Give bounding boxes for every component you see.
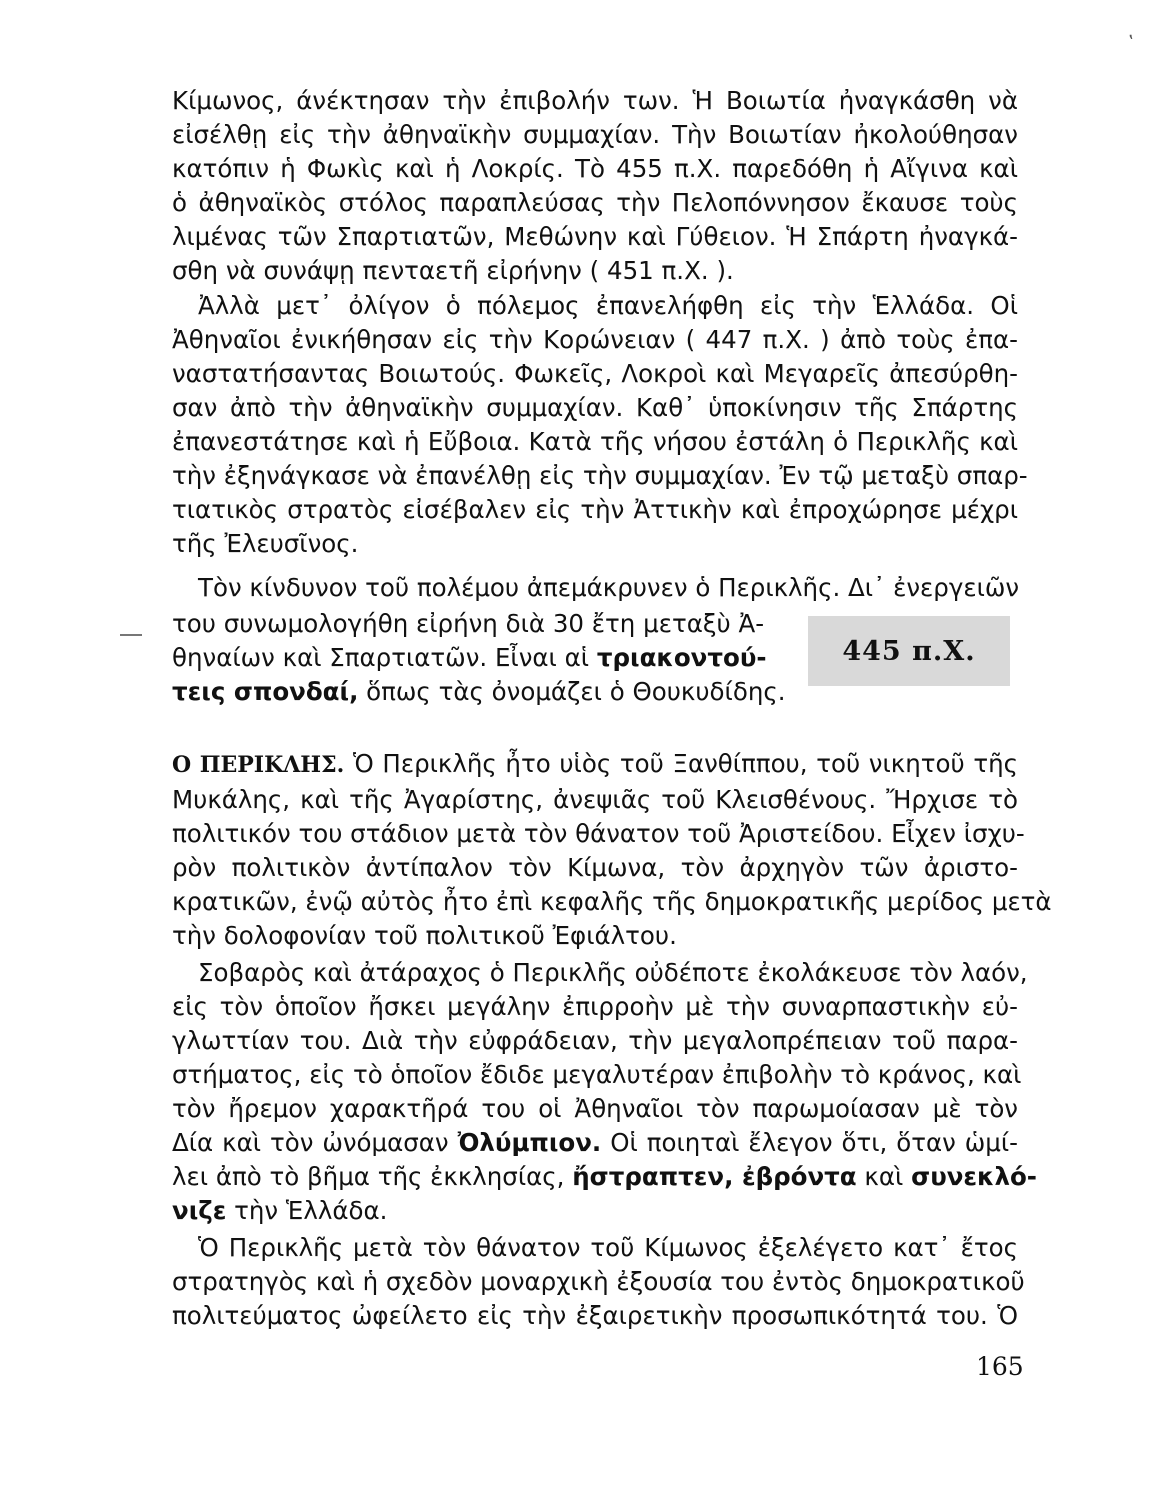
text-line: Σοβαρὸς καὶ ἀτάραχος ὁ Περικλῆς οὐδέποτε ἐκολάκευσε τὸν λαόν, xyxy=(198,958,1028,987)
text-line: γλωττίαν του. Διὰ τὴν εὐφράδειαν, τὴν μεγαλοπρέπειαν τοῦ παρα- xyxy=(172,1026,1018,1055)
margin-mark: ʽ xyxy=(1128,34,1134,55)
text-line: πολιτικόν του στάδιον μετὰ τὸν θάνατον τοῦ Ἀριστείδου. Εἶχεν ἰσχυ- xyxy=(172,819,1025,848)
text-line: τεις σπονδαί, ὅπως τὰς ὀνομάζει ὁ Θουκυδίδης. xyxy=(172,677,786,706)
date-label: 445 π.Χ. xyxy=(842,635,976,667)
text-line: τῆς Ἐλευσῖνος. xyxy=(172,529,359,558)
text-line: Τὸν κίνδυνον τοῦ πολέμου ἀπεμάκρυνεν ὁ Περικλῆς. Δι᾽ ἐνεργειῶν xyxy=(198,573,1020,602)
text-line: του συνωμολογήθη εἰρήνη διὰ 30 ἔτη μεταξὺ Ἀ- xyxy=(172,609,765,638)
text-line: νιζε τὴν Ἑλλάδα. xyxy=(172,1196,388,1225)
text-line: εἰσέλθῃ εἰς τὴν ἀθηναϊκὴν συμμαχίαν. Τὴν Βοιωτίαν ἠκολούθησαν xyxy=(172,120,1018,149)
text-line: ὁ ἀθηναϊκὸς στόλος παραπλεύσας τὴν Πελοπόννησον ἔκαυσε τοὺς xyxy=(172,188,1018,217)
text-line: Ἀθηναῖοι ἐνικήθησαν εἰς τὴν Κορώνειαν ( 447 π.Χ. ) ἀπὸ τοὺς ἐπα- xyxy=(172,325,1018,354)
page-number: 165 xyxy=(976,1352,1024,1381)
text-line: λει ἀπὸ τὸ βῆμα τῆς ἐκκλησίας, ἤστραπτεν, ἐβρόντα καὶ συνεκλό- xyxy=(172,1162,1037,1191)
text-line: τὴν ἐξηνάγκασε νὰ ἐπανέλθῃ εἰς τὴν συμμαχίαν. Ἐν τῷ μεταξὺ σπαρ- xyxy=(172,461,1028,490)
text-line: Κίμωνος, άνέκτησαν τὴν ἐπιβολήν των. Ἡ Βοιωτία ἠναγκάσθη νὰ xyxy=(172,86,1018,115)
text-line: τιατικὸς στρατὸς εἰσέβαλεν εἰς τὴν Ἀττικὴν καὶ ἐπροχώρησε μέχρι xyxy=(172,495,1018,524)
text-line: τὴν δολοφονίαν τοῦ πολιτικοῦ Ἐφιάλτου. xyxy=(172,921,677,950)
text-line: θηναίων καὶ Σπαρτιατῶν. Εἶναι αἱ τριακοντού- xyxy=(172,643,767,672)
text-line: πολιτεύματος ὠφείλετο εἰς τὴν ἐξαιρετικὴν προσωπικότητά του. Ὁ xyxy=(172,1301,1018,1330)
margin-tick xyxy=(120,634,142,636)
section-heading-line: Ο ΠΕΡΙΚΛΗΣ. Ὁ Περικλῆς ἦτο υἱὸς τοῦ Ξανθίππου, τοῦ νικητοῦ τῆς xyxy=(172,749,1018,778)
text-line: τὸν ἤρεμον χαρακτῆρά του οἱ Ἀθηναῖοι τὸν παρωμοίασαν μὲ τὸν xyxy=(172,1094,1018,1123)
text-line: εἰς τὸν ὁποῖον ἤσκει μεγάλην ἐπιρροὴν μὲ τὴν συναρπαστικὴν εὐ- xyxy=(172,992,1018,1021)
text-line: στήματος, εἰς τὸ ὁποῖον ἔδιδε μεγαλυτέραν ἐπιβολὴν τὸ κράνος, καὶ xyxy=(172,1060,1022,1089)
text-line: στρατηγὸς καὶ ἡ σχεδὸν μοναρχικὴ ἐξουσία του ἐντὸς δημοκρατικοῦ xyxy=(172,1267,1025,1296)
section-heading: Ο ΠΕΡΙΚΛΗΣ. xyxy=(172,752,345,778)
text-line: Ἀλλὰ μετ᾽ ὀλίγον ὁ πόλεμος ἐπανελήφθη εἰς τὴν Ἑλλάδα. Οἱ xyxy=(198,291,1018,320)
text-line: ρὸν πολιτικὸν ἀντίπαλον τὸν Κίμωνα, τὸν ἀρχηγὸν τῶν ἀριστο- xyxy=(172,853,1018,882)
text-line: Δία καὶ τὸν ὠνόμασαν Ὀλύμπιον. Οἱ ποιηταὶ ἔλεγον ὅτι, ὅταν ὡμί- xyxy=(172,1128,1018,1157)
text-line: Μυκάλης, καὶ τῆς Ἀγαρίστης, ἀνεψιᾶς τοῦ Κλεισθένους. Ἤρχισε τὸ xyxy=(172,785,1018,814)
text-line: σαν ἀπὸ τὴν ἀθηναϊκὴν συμμαχίαν. Καθ᾽ ὑποκίνησιν τῆς Σπάρτης xyxy=(172,393,1018,422)
text-line: σθη νὰ συνάψῃ πενταετῆ εἰρήνην ( 451 π.Χ. ). xyxy=(172,256,734,285)
text-line: κρατικῶν, ἐνῷ αὐτὸς ἦτο ἐπὶ κεφαλῆς τῆς δημοκρατικῆς μερίδος μετὰ xyxy=(172,887,1052,916)
text-line: κατόπιν ἡ Φωκὶς καὶ ἡ Λοκρίς. Τὸ 455 π.Χ. παρεδόθη ἡ Αἴγινα καὶ xyxy=(172,154,1018,183)
text-line: λιμένας τῶν Σπαρτιατῶν, Μεθώνην καὶ Γύθειον. Ἡ Σπάρτη ἠναγκά- xyxy=(172,222,1018,251)
date-box xyxy=(808,616,1010,686)
text-line: ναστατήσαντας Βοιωτούς. Φωκεῖς, Λοκροὶ καὶ Μεγαρεῖς ἀπεσύρθη- xyxy=(172,359,1018,388)
text-line: Ὁ Περικλῆς μετὰ τὸν θάνατον τοῦ Κίμωνος ἐξελέγετο κατ᾽ ἔτος xyxy=(198,1233,1018,1262)
text-line: ἐπανεστάτησε καὶ ἡ Εὔβοια. Κατὰ τῆς νήσου ἐστάλη ὁ Περικλῆς καὶ xyxy=(172,427,1018,456)
